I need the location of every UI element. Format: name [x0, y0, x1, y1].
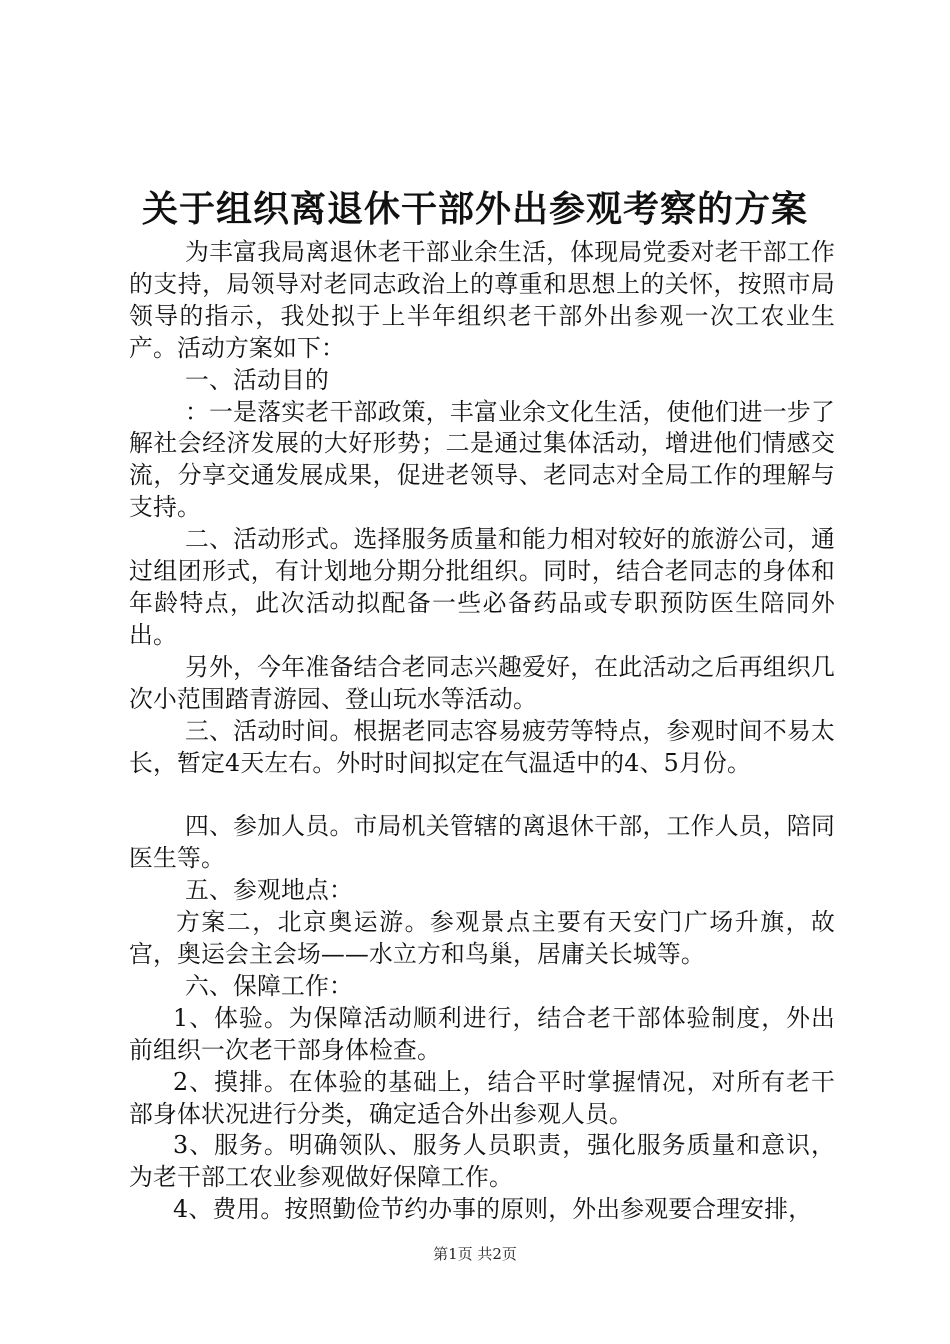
section-heading-support: 六、保障工作： — [185, 971, 353, 1000]
support-item-4: 4、费用。按照勤俭节约办事的原则，外出参观要合理安排， — [173, 1195, 813, 1224]
time-paragraph: 三、活动时间。根据老同志容易疲劳等特点，参观时间不易太长，暂定4天左右。外时时间拟定在气温适中的4、5月份。 — [129, 716, 835, 777]
support-item-2: 2、摸排。在体验的基础上，结合平时掌握情况，对所有老干部身体状况进行分类，确定适合外出参观人员。 — [129, 1067, 835, 1128]
form-paragraph: 二、活动形式。选择服务质量和能力相对较好的旅游公司，通过组团形式，有计划地分期分批组织。同时，结合老同志的身体和年龄特点，此次活动拟配备一些必备药品或专职预防医生陪同外出。 — [129, 525, 835, 649]
support-item-3: 3、服务。明确领队、服务人员职责，强化服务质量和意识，为老干部工农业参观做好保障工作。 — [129, 1131, 835, 1192]
purpose-paragraph: ：一是落实老干部政策，丰富业余文化生活，使他们进一步了解社会经济发展的大好形势；二是通过集体活动，增进他们情感交流，分享交通发展成果，促进老领导、老同志对全局工作的理解与支持。 — [129, 397, 835, 522]
location-paragraph: 方案二，北京奥运游。参观景点主要有天安门广场升旗，故宫，奥运会主会场——水立方和鸟巢，居庸关长城等。 — [129, 908, 835, 969]
intro-paragraph: 为丰富我局离退休老干部业余生活，体现局党委对老干部工作的支持，局领导对老同志政治上的尊重和思想上的关怀，按照市局领导的指示，我处拟于上半年组织老干部外出参观一次工农业生产。活动方案如下： — [129, 238, 835, 362]
page-footer: 第1页 共2页 — [433, 1245, 517, 1263]
additional-activities-paragraph: 另外，今年准备结合老同志兴趣爱好，在此活动之后再组织几次小范围踏青游园、登山玩水等活动。 — [129, 652, 835, 713]
document-title: 关于组织离退休干部外出参观考察的方案 — [141, 188, 808, 230]
section-heading-purpose: 一、活动目的 — [185, 365, 329, 394]
support-item-1: 1、体验。为保障活动顺利进行，结合老干部体验制度，外出前组织一次老干部身体检查。 — [129, 1003, 835, 1064]
participants-paragraph: 四、参加人员。市局机关管辖的离退休干部，工作人员，陪同医生等。 — [129, 812, 835, 873]
section-heading-location: 五、参观地点： — [185, 876, 353, 905]
document-body — [129, 237, 835, 1226]
blank-line — [129, 779, 835, 811]
